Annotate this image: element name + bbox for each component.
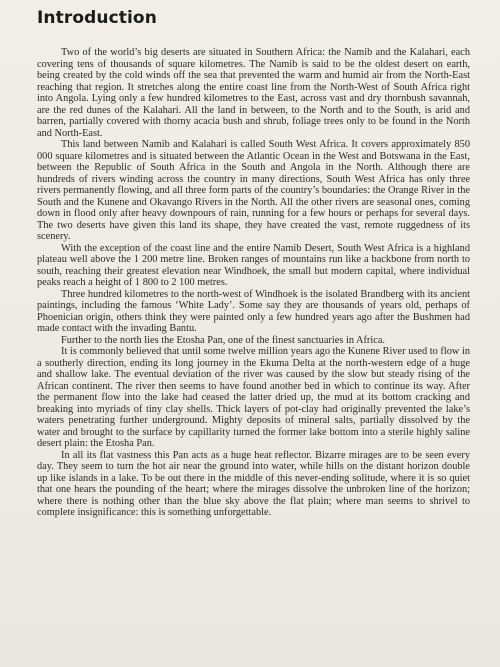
- paragraph: Further to the north lies the Etosha Pan, one of the finest sanctuaries in Africa.: [61, 334, 386, 346]
- paragraph: In all its flat vastness this Pan acts as a huge heat reflector. Bizarre mirages are to be seen every day. They seem to turn the hot air near the ground into water, while hills on the distant horizon double up like islands in a lake. To be out there in the middle of this never-ending solitude, where it is so quiet that one hears the pounding of the heart; where the mirages dissolve the unbroken line of the horizon; where there is nothing other than the blue sky above the flat plain; where man seems to shrivel to complete insignificance: this is something unforgettable.: [37, 449, 470, 518]
- page-title: Introduction: [37, 8, 157, 28]
- paragraph: Two of the world’s big deserts are situated in Southern Africa: the Namib and the Kalahari, each covering tens of thousands of square kilometres. The Namib is said to be the oldest desert on earth, being created by the cold winds off the sea that prevented the warm and humid air from the North-East reaching that region. It stretches along the entire coast line from the North-West of South Africa right into Angola. Lying only a few hundred kilometres to the East, across vast and dry thornbush savannah, are the red dunes of the Kalahari. All the land in between, to the North and to the South, is arid and barren, partially covered with thorny acacia bush and shrub, foliage trees only to be found in the North and North-East.: [37, 47, 470, 139]
- paragraph: With the exception of the coast line and the entire Namib Desert, South West Africa is a highland plateau well above the 1 200 metre line. Broken ranges of mountains run like a backbone from north to south, reaching their greatest elevation near Windhoek, the small but modern capital, where individual peaks reach a height of 1 800 to 2 100 metres.: [37, 242, 470, 288]
- paragraph: Three hundred kilometres to the north-west of Windhoek is the isolated Brandberg with its ancient paintings, including the famous ‘White Lady’. Some say they are thousands of years old, perhaps of Phoenician origin, others think they were painted only a few hundred years ago after the Bushmen had made contact with the invading Bantu.: [37, 288, 470, 334]
- paragraph: This land between Namib and Kalahari is called South West Africa. It covers approximately 850 000 square kilometres and is situated between the Atlantic Ocean in the West and Botswana in the East, between the Republic of South Africa in the South and Angola in the North. Although there are hundreds of rivers winding across the country in many directions, South West Africa has only three rivers permanently flowing, and all three form parts of the country’s boundaries: the Orange River in the South and the Kunene and Okavango Rivers in the North. All the other rivers are seasonal ones, coming down in flood only after heavy downpours of rain, running for a few hours or perhaps for several days. The two deserts have given this land its shape, they have created the vast, remote ruggedness of its scenery.: [37, 139, 470, 242]
- body-text: [37, 47, 470, 519]
- paragraph: It is commonly believed that until some twelve million years ago the Kunene River used to flow in a southerly direction, ending its long journey in the Ekuma Delta at the north-western edge of a huge and shallow lake. The eventual deviation of the river was caused by the slow but steady rising of the African continent. The river then seems to have found another bed in which to continue its way. After the permanent flow into the lake had ceased the latter dried up, the mud at its bottom cracking and breaking into myriads of tiny clay shells. Thick layers of pot-clay had originally prevented the lake’s waters penetrating further underground. Mighty deposits of mineral salts, partially dissolved by the water and brought to the surface by capillarity turned the former lake bottom into a sterile highly saline desert plain: the Etosha Pan.: [37, 346, 470, 449]
